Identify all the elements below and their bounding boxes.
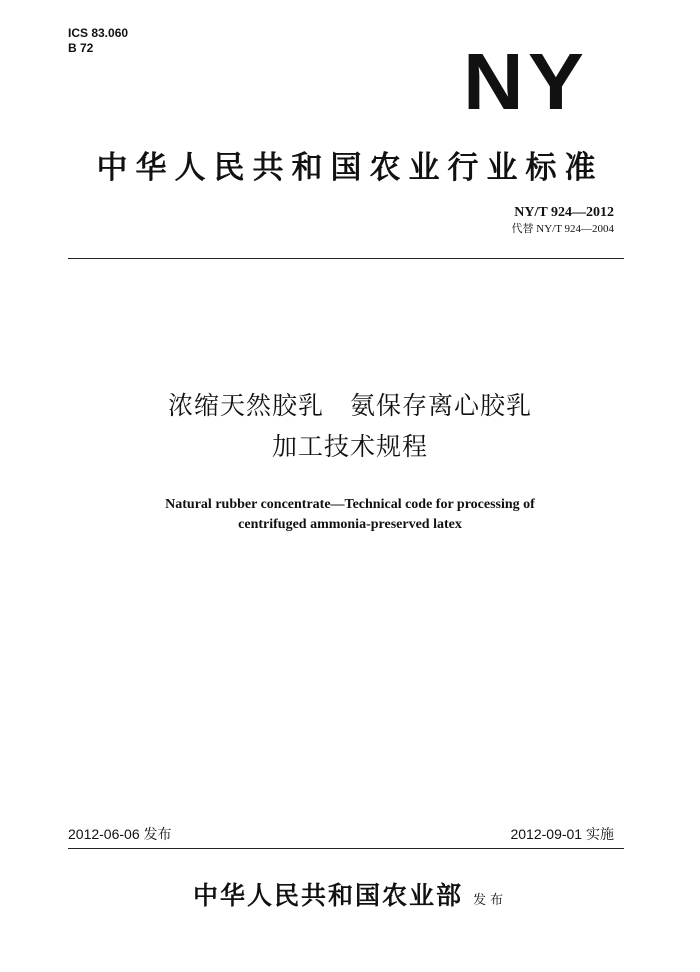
- footer-divider: [68, 848, 624, 849]
- ministry-name: 中华人民共和国农业部: [192, 881, 463, 910]
- ccs-code: B 72: [68, 41, 94, 55]
- header-divider: [68, 258, 624, 259]
- title-zh-line1: 浓缩天然胶乳 氨保存离心胶乳: [167, 391, 532, 420]
- effective-date: 2012-09-01 实施: [510, 826, 614, 842]
- standard-category-title: 中华人民共和国农业行业标准: [96, 150, 604, 186]
- ny-logo: NY: [462, 37, 588, 126]
- replaced-standard: 代替 NY/T 924—2004: [511, 223, 614, 235]
- document-title-english: [60, 495, 640, 535]
- publisher: [60, 876, 640, 912]
- document-title-chinese: [60, 385, 640, 467]
- title-en-line1: Natural rubber concentrate—Technical code for processing of: [165, 497, 535, 512]
- ics-code: ICS 83.060: [68, 26, 129, 40]
- publish-label: 发布: [473, 893, 508, 908]
- title-zh-line2: 加工技术规程: [271, 432, 428, 461]
- title-en-line2: centrifuged ammonia-preserved latex: [238, 517, 462, 532]
- standard-codes: [512, 204, 614, 237]
- issue-date: 2012-06-06 发布: [68, 826, 172, 842]
- classification-codes: [68, 26, 128, 56]
- standard-number: NY/T 924—2012: [514, 205, 614, 220]
